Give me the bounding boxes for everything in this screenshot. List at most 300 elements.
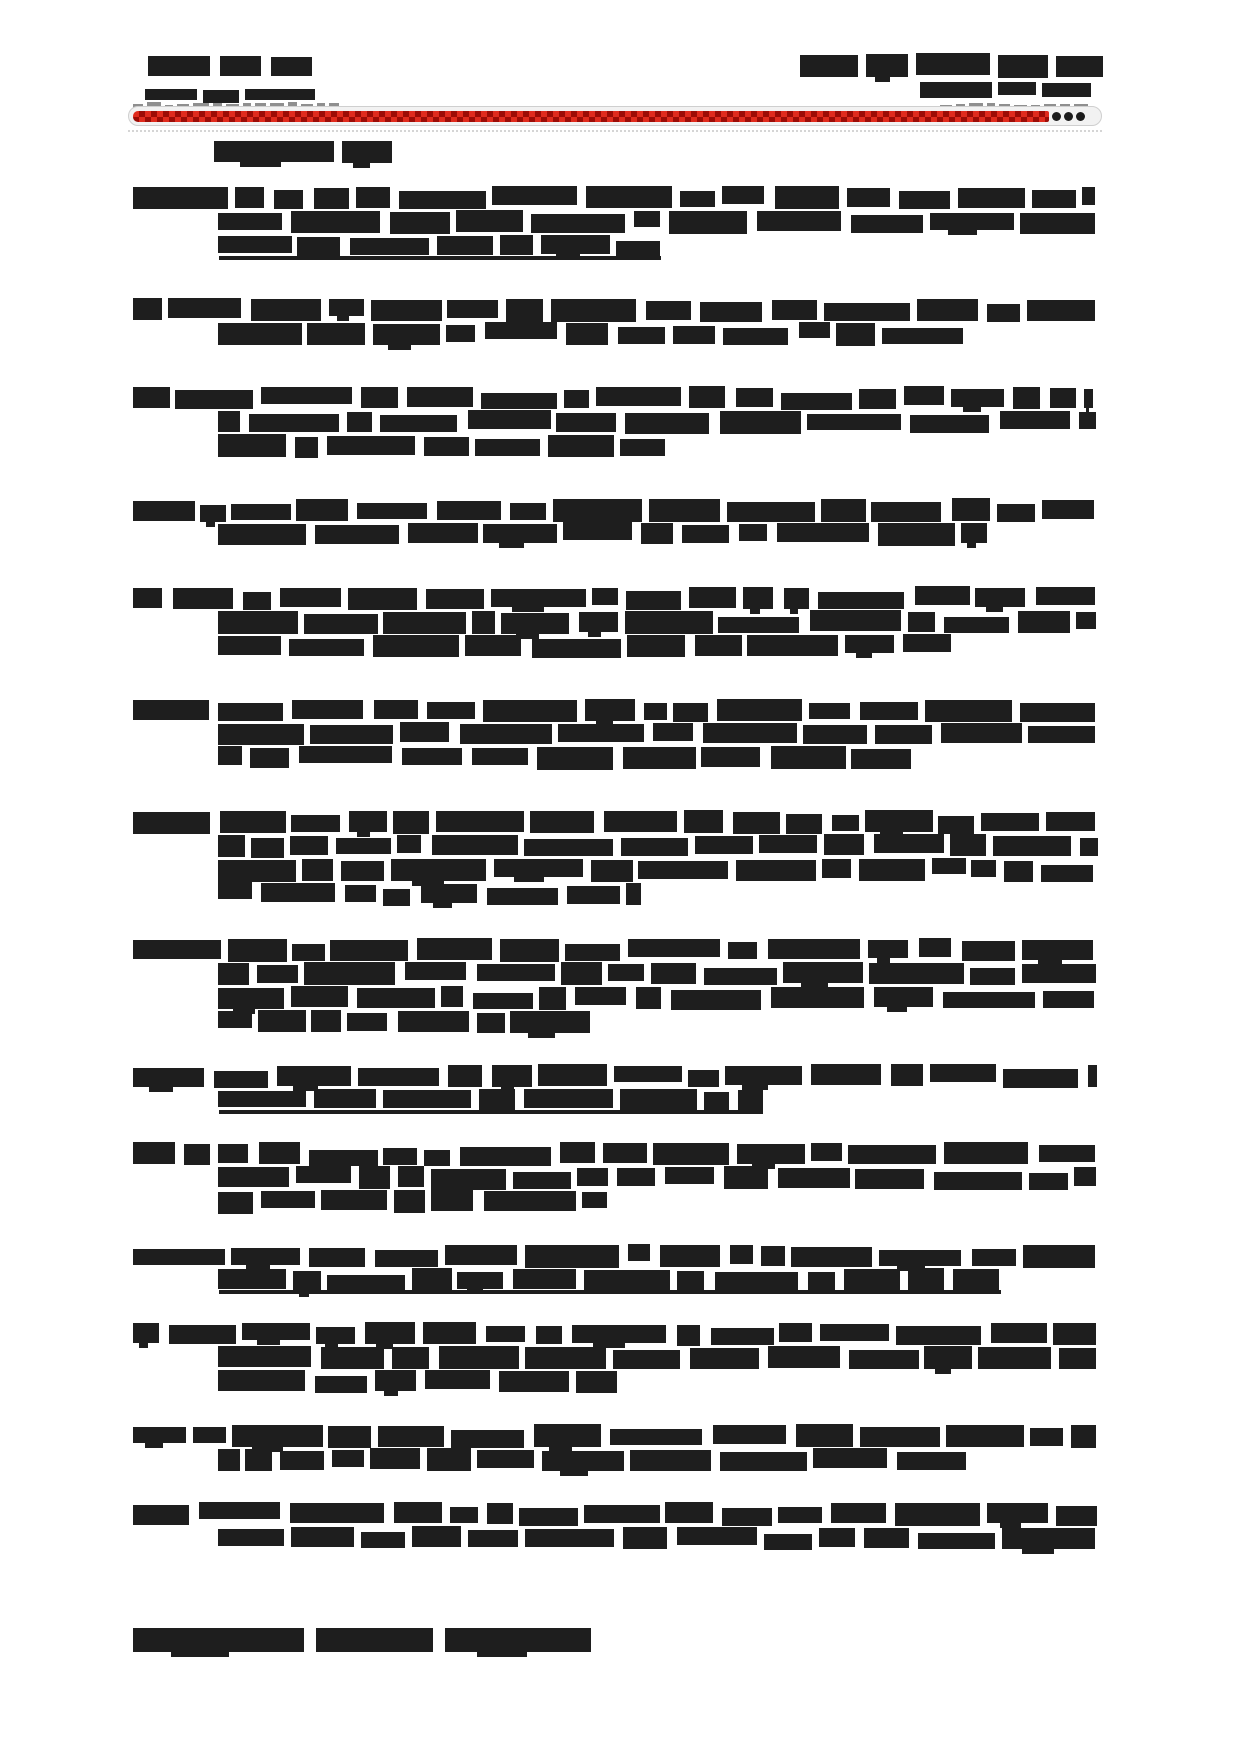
redacted-word [510,503,546,520]
redacted-word [1082,187,1095,205]
redacted-word [299,746,392,763]
redacted-word [315,525,399,544]
redacted-word [803,725,867,744]
redacted-word [316,1628,433,1652]
redacted-word [133,387,170,408]
redacted-word [576,1371,617,1393]
redacted-word [218,236,292,253]
redacted-word [649,499,720,522]
redacted-word [200,505,226,522]
redacted-word [918,1533,995,1549]
redacted-word [684,810,723,833]
redacted-word [383,1090,471,1108]
redacted-word [291,815,340,832]
redacted-word [680,191,715,207]
redacted-word [757,211,841,231]
reference-entry [133,810,1095,906]
redacted-line [133,1424,1095,1448]
redacted-word [809,703,850,719]
redacted-line [133,586,1095,610]
redacted-line [218,434,665,458]
redacted-word [895,1503,980,1526]
redacted-word [1020,213,1095,234]
redacted-word [390,212,450,234]
redacted-word [427,702,475,719]
redacted-word [218,746,242,765]
ellipsis-dot [1064,112,1073,121]
redacted-word [916,53,990,75]
redacted-word [1056,1506,1097,1526]
redacted-word [958,188,1025,208]
redacted-word [811,1143,842,1161]
redacted-word [456,210,523,232]
redacted-word [634,211,660,227]
redacted-word [220,56,261,76]
redacted-word [350,238,429,255]
redacted-word [878,523,955,546]
reference-entry [133,1424,1095,1472]
red-dashed-bar [133,111,1049,122]
redacted-word [991,1323,1047,1343]
redacted-word [584,1505,660,1523]
redacted-word [394,1190,425,1213]
redacted-word [310,725,393,744]
redacted-word [393,811,429,834]
redacted-word [525,1347,606,1369]
redacted-word [786,814,822,834]
redacted-word [891,1064,923,1086]
redacted-line [218,1190,605,1214]
redacted-word [614,1066,682,1082]
redacted-word [771,987,864,1008]
redacted-word [781,393,852,410]
redacted-word [412,1526,461,1547]
redacted-word [214,141,334,162]
redacted-word [250,748,289,768]
redacted-word [739,524,767,541]
redacted-word [993,836,1071,856]
redacted-line [133,810,1095,834]
redacted-word [218,1449,240,1471]
redacted-word [897,1452,966,1470]
redacted-word [218,988,284,1009]
redacted-word [759,835,817,853]
redacted-word [917,299,978,321]
redacted-word [727,502,815,522]
redacted-word [1050,388,1076,408]
redacted-word [724,1166,768,1189]
redacted-word [975,588,1025,607]
redacted-word [293,1271,321,1292]
redacted-word [987,1503,1048,1523]
redacted-word [677,1527,757,1545]
redacted-word [847,188,890,207]
redacted-word [761,1246,785,1266]
redacted-word [821,499,866,522]
redacted-word [551,299,636,322]
redacted-word [1056,56,1103,77]
redacted-word [736,860,816,881]
redacted-word [348,588,417,610]
redacted-word [844,1269,900,1291]
redacted-word [513,1172,571,1189]
redacted-word [1042,83,1091,97]
redacted-line [133,1244,1095,1268]
redacted-word [483,524,557,543]
redacted-line [218,746,912,770]
redacted-line [133,1064,1095,1088]
redacted-word [402,748,462,765]
redacted-word [962,941,1015,961]
redacted-word [616,241,660,257]
redacted-word [251,299,321,321]
redacted-word [584,1270,670,1291]
redacted-word [356,187,390,208]
redacted-word [173,588,233,609]
redacted-word [483,700,577,722]
redacted-word [342,141,392,163]
redacted-word [689,386,725,408]
divider-track [128,106,1102,126]
redacted-word [336,838,391,854]
redacted-word [673,326,715,344]
redacted-word [1022,940,1093,960]
redacted-word [941,723,1022,743]
redacted-word [407,387,473,407]
reference-entry [133,1244,1095,1292]
redacted-word [425,1370,490,1389]
redacted-word [218,323,302,345]
redacted-word [321,1347,384,1369]
redacted-word [133,1628,304,1652]
redacted-word [245,89,315,100]
redacted-word [1046,812,1095,831]
redacted-word [971,860,996,877]
redacted-word [220,811,286,833]
redacted-word [374,700,418,719]
redacted-word [292,944,325,961]
redacted-word [538,1064,607,1086]
redacted-word [1028,726,1095,743]
redacted-word [332,1450,364,1467]
redacted-word [592,588,618,605]
redacted-word [375,1250,438,1267]
redacted-word [133,812,210,834]
redacted-word [524,839,613,856]
redacted-word [472,748,528,765]
redacted-word [1039,1145,1095,1162]
redacted-word [251,838,284,858]
redacted-word [998,82,1036,95]
redacted-word [500,235,533,255]
redacted-word [1043,991,1094,1008]
reference-entry [133,298,1095,346]
redacted-word [383,1148,417,1165]
redacted-word [218,1091,306,1107]
redacted-word [772,300,817,320]
redacted-word [357,503,427,519]
redacted-word [548,435,614,457]
reference-entry [133,1142,1095,1214]
redacted-line [218,610,1095,634]
redacted-word [133,1068,204,1087]
redacted-word [399,191,486,209]
redacted-word [486,1326,525,1342]
reference-entry [133,698,1095,770]
redacted-word [613,1350,680,1369]
redacted-word [822,859,851,878]
redacted-word [704,1092,729,1112]
redacted-word [290,1503,384,1523]
redacted-word [261,1191,315,1208]
redacted-word [472,611,495,634]
redacted-word [981,813,1039,831]
redacted-word [791,1247,872,1267]
redacted-word [148,56,210,76]
redacted-word [477,964,555,981]
redacted-word [620,439,665,456]
redacted-word [944,617,1009,633]
redacted-word [582,1192,607,1208]
redacted-word [292,700,363,719]
redacted-word [848,1145,936,1164]
redacted-word [468,1530,518,1547]
redacted-word [1027,300,1095,321]
redacted-word [525,1529,614,1547]
redacted-word [447,300,498,318]
redacted-word [952,498,990,521]
redacted-line [218,1526,1095,1550]
redacted-word [904,386,944,405]
redacted-word [565,944,620,961]
redacted-word [1000,411,1070,429]
redacted-word [327,436,415,455]
redacted-word [849,1350,919,1369]
redacted-word [961,523,987,543]
redacted-word [953,1269,999,1291]
redacted-word [510,1011,590,1033]
redacted-word [494,859,583,877]
redacted-word [775,186,839,209]
redacted-word [660,1245,720,1267]
redacted-word [314,188,349,209]
redacted-word [720,411,801,434]
redacted-word [563,522,632,540]
redacted-word [451,1430,524,1448]
redacted-word [725,1066,802,1085]
redacted-word [747,635,838,656]
redacted-word [713,1425,786,1444]
redacted-word [133,1505,189,1525]
reference-entry [133,586,1095,658]
redacted-word [644,703,667,720]
redacted-word [808,1272,835,1290]
redacted-line [218,1166,1095,1190]
redacted-word [291,986,348,1007]
redacted-word [274,190,303,209]
redacted-word [882,328,963,344]
redacted-word [218,860,296,882]
redacted-word [133,1142,175,1164]
redacted-word [530,811,594,833]
redacted-word [412,1268,452,1291]
redacted-word [879,1250,961,1266]
redacted-word [519,1508,578,1526]
redacted-word [500,939,559,962]
redacted-word [864,1528,909,1548]
redacted-word [865,810,933,832]
footer-note-redacted [133,1628,1095,1659]
redacted-word [218,1370,305,1391]
redacted-word [400,722,449,742]
redacted-word [860,1427,940,1447]
redacted-word [646,301,691,320]
redacted-word [289,639,364,656]
redacted-line [218,1346,1095,1370]
redacted-word [280,588,341,607]
redacted-word [1020,703,1095,722]
redacted-line [218,634,950,658]
redacted-word [297,237,340,256]
redacted-word [347,412,372,432]
redacted-word [133,1249,225,1265]
redacted-word [636,987,661,1009]
redacted-word [832,815,859,831]
redacted-line [133,698,1095,722]
redacted-line [218,1010,590,1034]
reference-list [133,186,1095,1550]
redacted-word [903,634,951,652]
redacted-word [807,414,901,430]
redacted-word [218,882,252,899]
redacted-word [341,861,384,881]
redacted-word [621,838,688,856]
redacted-word [218,1011,252,1028]
reference-entry [133,1322,1095,1394]
redacted-word [218,411,240,432]
redacted-word [245,1449,272,1471]
header-left-title-redacted [148,55,322,76]
redacted-word [214,1071,268,1088]
redacted-word [542,1451,624,1471]
redacted-word [641,523,673,544]
redacted-word [378,1426,444,1447]
redacted-word [934,1172,1022,1190]
redacted-line [218,1448,968,1472]
redacted-word [1030,1428,1063,1446]
redacted-word [365,1322,415,1344]
redacted-word [924,1346,972,1369]
redacted-word [321,1190,387,1210]
redacted-word [919,938,951,957]
redacted-line [133,1322,1095,1346]
redacted-word [978,1347,1051,1369]
redacted-word [295,437,318,458]
redacted-word [560,1142,595,1163]
redacted-word [665,1167,714,1184]
redacted-word [851,215,923,233]
redacted-word [665,1502,713,1523]
redacted-word [779,1323,812,1342]
redacted-word [1003,1069,1078,1088]
redacted-word [383,612,466,634]
redacted-word [603,1143,647,1163]
redacted-word [625,611,713,634]
redacted-word [722,186,764,204]
redacted-word [610,1429,702,1445]
redacted-word [314,1089,376,1108]
redacted-line [218,858,1095,882]
redacted-word [567,886,620,904]
redacted-word [628,939,720,957]
redacted-word [328,1426,371,1448]
redacted-word [373,324,440,345]
redacted-word [397,835,421,853]
redacted-word [445,1628,591,1652]
redacted-word [720,1452,807,1471]
redacted-word [513,1269,576,1289]
redacted-word [651,963,696,984]
redacted-word [133,1323,159,1343]
redacted-word [855,1169,924,1189]
reference-entry [133,498,1095,546]
redacted-word [811,1064,881,1085]
redacted-line [218,986,1095,1010]
redacted-word [424,437,469,456]
redacted-word [1074,1167,1096,1186]
redacted-line [218,234,660,258]
redacted-word [436,811,524,832]
redacted-word [689,587,736,608]
redacted-word [618,327,665,344]
redacted-word [700,302,762,322]
redacted-word [690,1348,759,1369]
redacted-word [361,387,398,408]
redacted-word [460,724,552,744]
redacted-word [541,235,610,254]
redacted-word [623,747,696,769]
redacted-word [653,723,693,741]
redacted-word [309,1150,378,1166]
redacted-word [1088,1065,1097,1087]
redacted-word [291,1527,354,1547]
redacted-line [133,498,1095,522]
redacted-line [218,1268,1000,1292]
redacted-line [218,210,1095,234]
redacted-word [799,322,830,338]
redacted-word [944,1142,1028,1164]
redacted-word [899,191,950,209]
reference-entry [133,1502,1095,1550]
redacted-word [628,1244,650,1261]
redacted-word [536,1326,562,1344]
redacted-word [405,962,466,980]
redacted-word [553,499,642,522]
redacted-word [1022,964,1096,983]
redacted-word [235,187,264,208]
header-right-subtitle-redacted [920,82,1097,98]
redacted-word [586,186,672,208]
redacted-word [465,635,521,656]
redacted-word [800,55,858,77]
redacted-word [671,990,761,1010]
redacted-word [556,413,616,432]
redacted-word [836,323,875,346]
redacted-word [277,1066,351,1086]
redacted-word [487,1503,513,1524]
redacted-word [427,1448,471,1471]
redacted-word [327,1275,405,1292]
